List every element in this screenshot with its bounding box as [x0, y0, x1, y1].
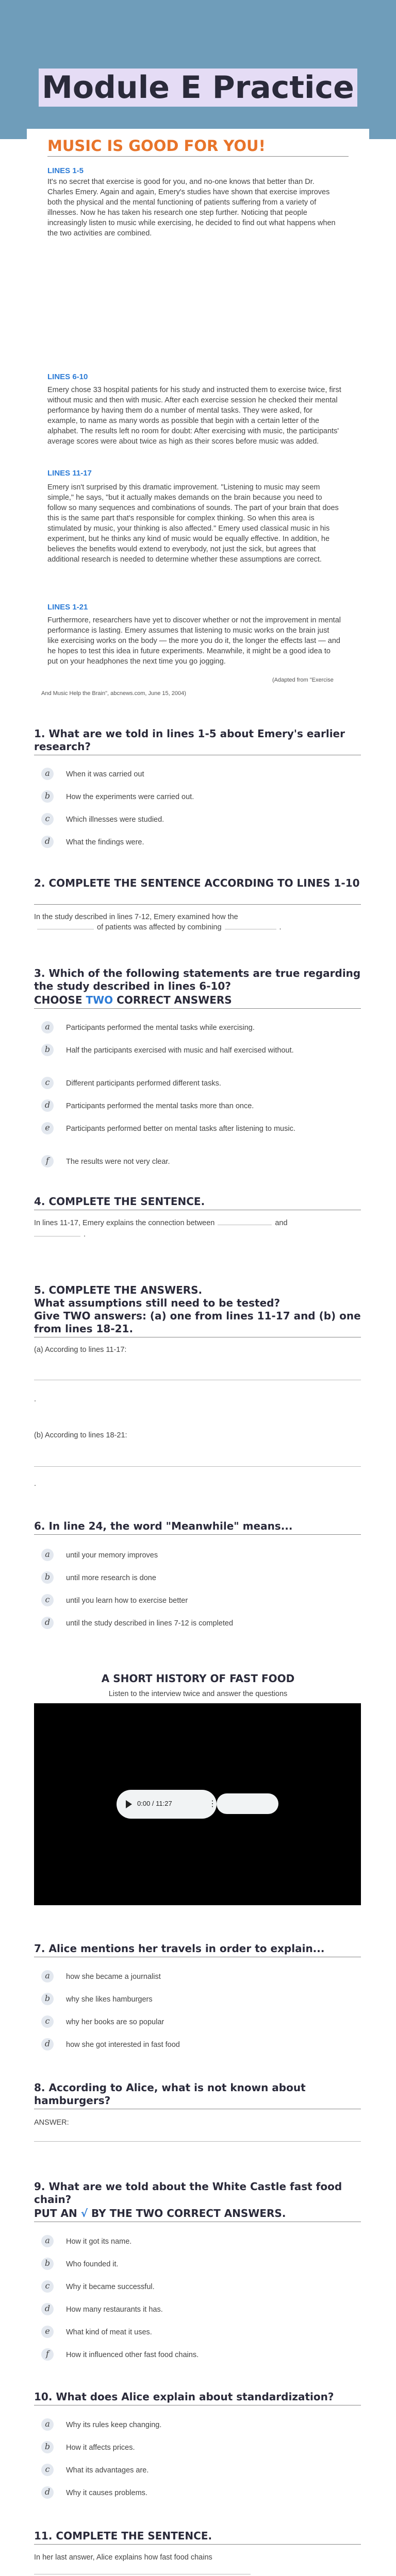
q5-answer-b-line[interactable] [34, 1466, 361, 1467]
option-badge: d [41, 1617, 54, 1629]
q5-answer-b-label: (b) According to lines 18-21: [34, 1431, 127, 1439]
q1-option-a[interactable] [34, 768, 364, 780]
section-label: LINES 6-10 [47, 372, 88, 381]
option-badge: c [41, 1594, 54, 1606]
play-icon[interactable] [126, 1800, 132, 1808]
option-text: Half the participants exercised with music and half exercised without. [66, 1046, 294, 1055]
option-text: until the study described in lines 7-12 is completed [66, 1619, 234, 1628]
option-badge: d [41, 1099, 54, 1112]
q3-option-c[interactable] [34, 1077, 364, 1089]
divider [34, 1534, 361, 1535]
q5-answer-b-hint: . [34, 1480, 37, 1488]
question-3-title: 3. Which of the following statements are true regarding the study described in lines 6-10? [34, 967, 361, 992]
q1-option-d[interactable] [34, 836, 364, 848]
more-options-icon[interactable]: ⋮ [208, 1800, 217, 1808]
option-badge: d [41, 836, 54, 848]
q5-answer-a-label: (a) According to lines 11-17: [34, 1346, 127, 1354]
question-5-instruction: Give TWO answers: (a) one from lines 11-17 and (b) one from lines 18-21. [34, 1310, 361, 1335]
question-5-subtitle: What assumptions still need to be tested? [34, 1297, 280, 1309]
option-badge: a [41, 1549, 54, 1561]
section-label: LINES 1-21 [47, 603, 88, 612]
q9-option-f[interactable] [34, 2348, 364, 2361]
q6-option-b[interactable] [34, 1571, 364, 1584]
question-6-title: 6. In line 24, the word "Meanwhile" means... [34, 1520, 293, 1532]
option-text: How it influenced other fast food chains. [66, 2351, 199, 2359]
question-11-title: 11. COMPLETE THE SENTENCE. [34, 2530, 212, 2542]
option-badge: b [41, 2441, 54, 2453]
question-4-title: 4. COMPLETE THE SENTENCE. [34, 1195, 205, 1208]
q8-answer-line[interactable] [34, 2141, 361, 2142]
option-text: why her books are so popular [66, 2018, 164, 2026]
passage-title: MUSIC IS GOOD FOR YOU! [47, 137, 266, 155]
divider [47, 156, 349, 157]
q8-answer-label: ANSWER: [34, 2119, 69, 2127]
section-text: It's no secret that exercise is good for you, and no-one knows that better than Dr. Charles Emery. Again and again, Emery's studies have shown that exercise improves both the physical and the mental functioning of patients suffering from a variety of illnesses. Now he has taken his research one step further. Noticing that people increasingly listen to music while exercising, he decided to find out what happens when the two activities are combined. [47, 178, 336, 238]
q2-text: of patients was affected by combining [97, 923, 222, 931]
question-10-title: 10. What does Alice explain about standardization? [34, 2391, 334, 2403]
title-box [39, 69, 357, 107]
option-badge: c [41, 1077, 54, 1089]
divider [34, 1008, 361, 1009]
credit-source: (Adapted from "Exercise [272, 677, 334, 683]
q10-option-b[interactable] [34, 2441, 364, 2453]
q9-option-d[interactable] [34, 2303, 364, 2315]
option-text: Why it became successful. [66, 2283, 155, 2291]
listening-instruction: Listen to the interview twice and answer the questions [108, 1690, 288, 1698]
option-text: How it got its name. [66, 2238, 132, 2246]
option-text: The results were not very clear. [66, 1158, 170, 1166]
q1-option-b[interactable] [34, 790, 364, 803]
audio-time: 0:00 / 11:27 [137, 1800, 172, 1807]
q3-option-b[interactable] [34, 1044, 364, 1056]
option-badge: a [41, 1021, 54, 1033]
credit-source-detail: And Music Help the Brain", abcnews.com, June 15, 2004) [41, 690, 186, 697]
instruction-text: BY THE TWO CORRECT ANSWERS. [88, 2207, 286, 2219]
option-text: What its advantages are. [66, 2466, 149, 2475]
section-text: Emery chose 33 hospital patients for his study and instructed them to exercise twice, first without music and then with music. After each exercise session he checked their mental performance by having them do a number of mental tasks. They were asked, for example, to name as many words as possible that begin with a certain letter of the alphabet. The results left no room for doubt: After exercising with music, the participants' average scores were about twice as high as their scores before music was added. [47, 386, 341, 446]
option-badge: c [41, 2464, 54, 2476]
check-mark-icon: √ [80, 2207, 88, 2219]
option-badge: e [41, 2326, 54, 2338]
option-badge: b [41, 2258, 54, 2270]
q7-option-a[interactable] [34, 1970, 364, 1982]
option-text: until more research is done [66, 1574, 156, 1582]
q4-and: and [275, 1219, 288, 1227]
option-text: What kind of meat it uses. [66, 2328, 152, 2336]
option-badge: d [41, 2486, 54, 2499]
listening-title: A SHORT HISTORY OF FAST FOOD [101, 1672, 295, 1685]
option-text: until you learn how to exercise better [66, 1597, 188, 1605]
q3-option-d[interactable] [34, 1099, 364, 1112]
option-text: Why it causes problems. [66, 2489, 147, 2497]
question-3-instruction [34, 994, 232, 1007]
q7-option-c[interactable] [34, 2015, 364, 2028]
q10-option-d[interactable] [34, 2486, 364, 2499]
option-text: How many restaurants it has. [66, 2306, 163, 2314]
option-badge: d [41, 2038, 54, 2050]
q9-option-b[interactable] [34, 2258, 364, 2270]
option-badge: e [41, 1122, 54, 1134]
divider [34, 904, 361, 905]
option-text: Participants performed the mental tasks more than once. [66, 1102, 254, 1110]
section-label: LINES 11-17 [47, 469, 92, 478]
option-text: When it was carried out [66, 770, 144, 778]
instruction-text: PUT AN [34, 2207, 81, 2219]
option-text: Who founded it. [66, 2260, 119, 2268]
option-badge: a [41, 2235, 54, 2247]
q7-option-b[interactable] [34, 1993, 364, 2005]
video-player[interactable] [34, 1703, 361, 1905]
q3-option-e[interactable] [34, 1122, 364, 1134]
q2-sentence-line1 [34, 912, 238, 922]
option-badge: f [41, 2348, 54, 2361]
q2-text: In the study described in lines 7-12, Emery examined how the [34, 913, 238, 921]
q9-option-e[interactable] [34, 2326, 364, 2338]
section-label: LINES 1-5 [47, 166, 84, 175]
q10-option-c[interactable] [34, 2464, 364, 2476]
q2-text-end: . [279, 923, 282, 931]
page-title: Module E Practice [42, 70, 354, 106]
option-badge: b [41, 790, 54, 803]
option-text: until your memory improves [66, 1551, 158, 1560]
q9-option-a[interactable] [34, 2235, 364, 2247]
instruction-text: CHOOSE [34, 994, 86, 1006]
question-2-title: 2. COMPLETE THE SENTENCE ACCORDING TO LINES 1-10 [34, 877, 360, 889]
option-text: Different participants performed different tasks. [66, 1079, 221, 1088]
q4-sentence-line2 [34, 1229, 86, 1240]
question-8-title: 8. According to Alice, what is not known about hamburgers? [34, 2081, 306, 2107]
q6-option-a[interactable] [34, 1549, 364, 1561]
q6-option-c[interactable] [34, 1594, 364, 1606]
option-text: Why its rules keep changing. [66, 2421, 162, 2429]
q7-option-d[interactable] [34, 2038, 364, 2050]
option-text: how she got interested in fast food [66, 2041, 180, 2049]
question-9-title: 9. What are we told about the White Castle fast food chain? [34, 2180, 342, 2206]
q11-sentence: In her last answer, Alice explains how fast food chains [34, 2553, 212, 2562]
option-text: Which illnesses were studied. [66, 816, 164, 824]
option-text: Participants performed better on mental tasks after listening to music. [66, 1125, 295, 1133]
option-text: why she likes hamburgers [66, 1995, 153, 2004]
instruction-text: CORRECT ANSWERS [113, 994, 232, 1006]
question-7-title: 7. Alice mentions her travels in order to explain... [34, 1942, 325, 1955]
q5-answer-a-hint: . [34, 1395, 37, 1403]
q4-text: In lines 11-17, Emery explains the connection between [34, 1219, 215, 1227]
option-badge: b [41, 1571, 54, 1584]
option-badge: f [41, 1155, 54, 1167]
option-text: What the findings were. [66, 838, 144, 846]
audio-controls-volume[interactable] [217, 1793, 278, 1814]
instruction-emphasis: TWO [86, 994, 113, 1006]
option-badge: a [41, 2418, 54, 2431]
q9-option-c[interactable] [34, 2280, 364, 2293]
option-badge: a [41, 1970, 54, 1982]
option-badge: b [41, 1044, 54, 1056]
question-1-title: 1. What are we told in lines 1-5 about Emery's earlier research? [34, 727, 345, 753]
option-text: how she became a journalist [66, 1973, 161, 1981]
option-text: Participants performed the mental tasks while exercising. [66, 1024, 255, 1032]
q3-option-a[interactable] [34, 1021, 364, 1033]
q10-option-a[interactable] [34, 2418, 364, 2431]
option-badge: d [41, 2303, 54, 2315]
q1-option-c[interactable] [34, 813, 364, 825]
q4-sentence [34, 1218, 288, 1228]
option-text: How it affects prices. [66, 2444, 135, 2452]
question-5-title: 5. COMPLETE THE ANSWERS. [34, 1284, 203, 1296]
option-badge: a [41, 768, 54, 780]
section-text: Emery isn't surprised by this dramatic improvement. "Listening to music may seem simple," he says, "but it actually makes demands on the brain because you need to follow so many sequences and combinations of sounds. The part of your brain that does this is the same part that's responsible for complex thinking. So when this area is stimulated by music, your thinking is also affected." Emery used classical music in his experiment, but he thinks any kind of music would be equally effective. In addition, he believes the benefits would extend to everybody, not just the sick, but agrees that additional research is needed to determine whether these assumptions are correct. [47, 483, 339, 564]
divider [34, 2544, 361, 2545]
option-badge: c [41, 2015, 54, 2028]
option-badge: b [41, 1993, 54, 2005]
option-badge: c [41, 2280, 54, 2293]
q3-option-f[interactable] [34, 1155, 364, 1167]
option-text: How the experiments were carried out. [66, 793, 194, 801]
q2-sentence-line2 [34, 922, 282, 933]
q6-option-d[interactable] [34, 1617, 364, 1629]
worksheet [27, 129, 369, 2576]
section-text: Furthermore, researchers have yet to discover whether or not the improvement in mental performance is lasting. Emery assumes that listening to music works on the brain just like exercising works on the body — the more you do it, the longer the effects last — and he hopes to test this idea in future experiments. Meanwhile, it might be a good idea to put on your headphones the next time you go jogging. [47, 616, 341, 666]
audio-controls[interactable] [117, 1790, 217, 1819]
q4-end: . [84, 1230, 86, 1239]
option-badge: c [41, 813, 54, 825]
question-9-instruction [34, 2207, 286, 2220]
